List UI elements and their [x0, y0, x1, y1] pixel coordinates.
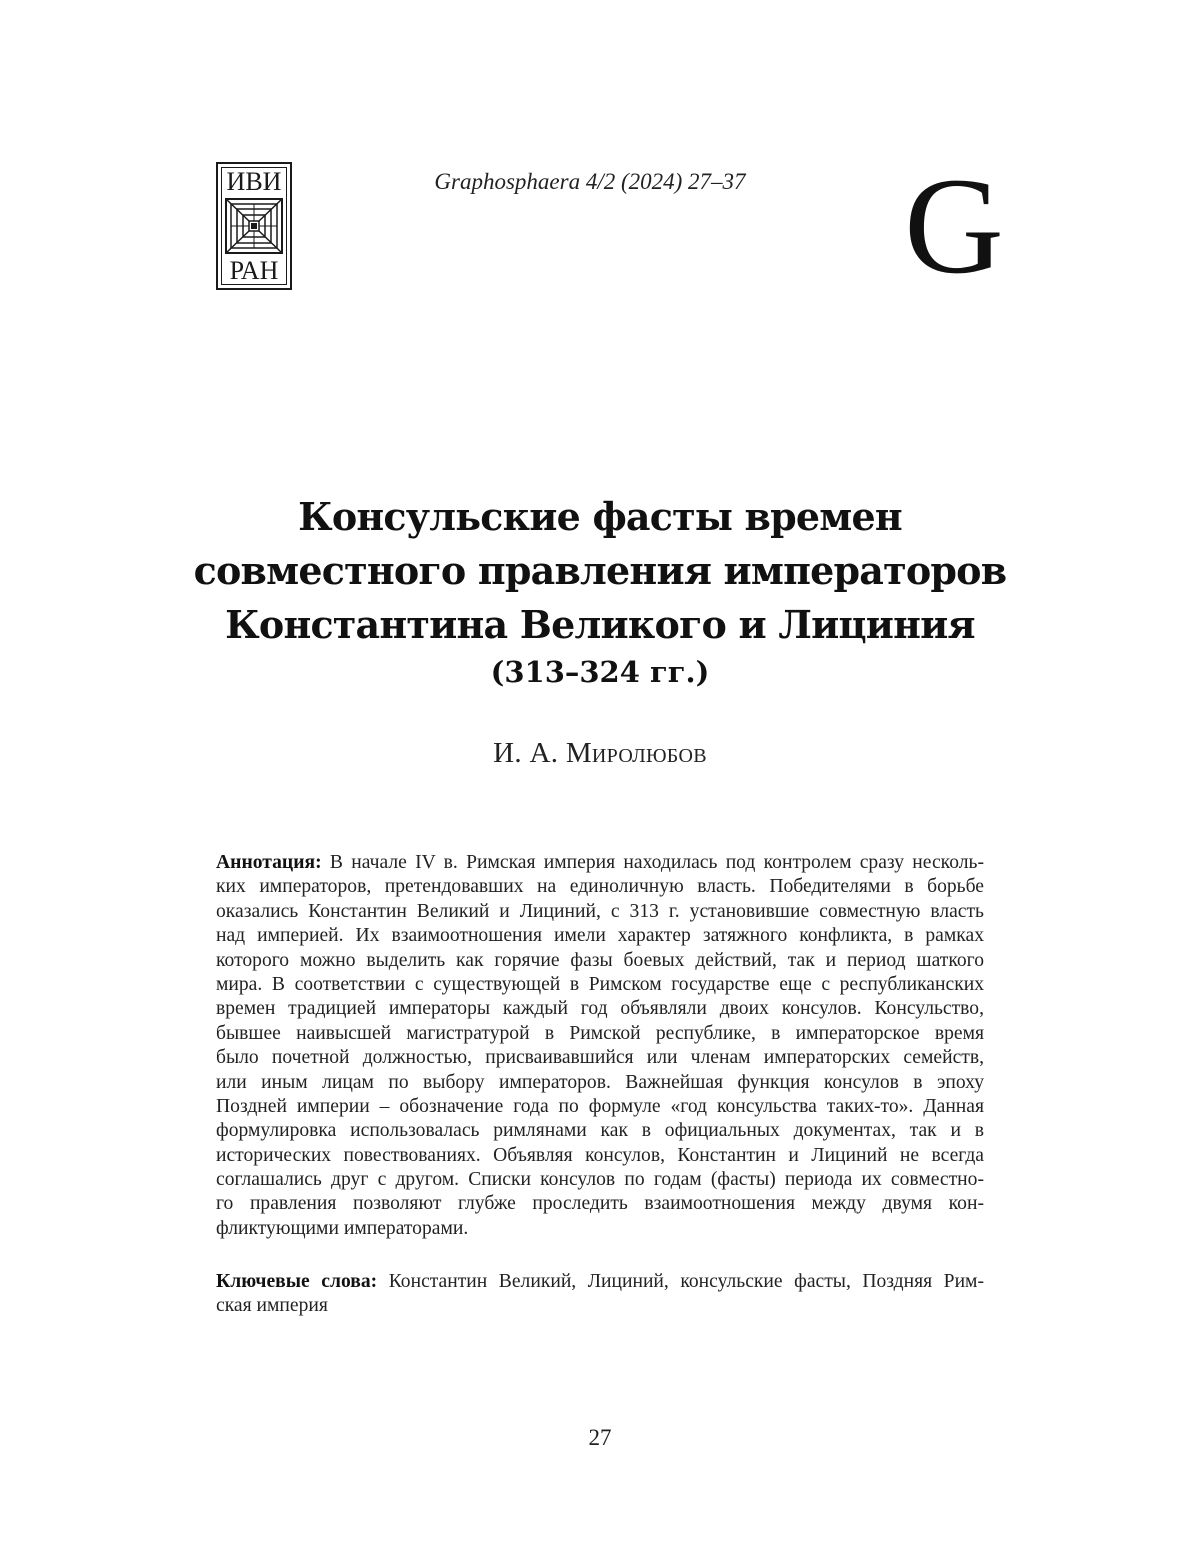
abstract-line: оказались Константин Великий и Лициний, с 313 г. установившие совместную власть — [216, 900, 984, 924]
journal-reference: Graphosphaera 4/2 (2024) 27–37 — [380, 168, 800, 196]
keywords-line: ская империя — [216, 1294, 984, 1318]
abstract-line: го правления позволяют глубже проследить взаимоотношения между двумя кон- — [216, 1192, 984, 1216]
keywords — [216, 1270, 984, 1319]
abstract-line: ких императоров, претендовавших на единоличную власть. Победителями в борьбе — [216, 875, 984, 899]
abstract-label: Аннотация: — [216, 852, 322, 873]
abstract-line: времен традицией императоры каждый год объявляли двоих консулов. Консульство, — [216, 997, 984, 1021]
article-author — [150, 735, 1050, 771]
article-subtitle: (313–324 гг.) — [150, 652, 1050, 692]
abstract-line: Поздней империи – обозначение года по формуле «год консульства таких-то». Данная — [216, 1095, 984, 1119]
abstract-line: мира. В соответствии с существующей в Римском государстве еще с республиканских — [216, 973, 984, 997]
abstract-line: было почетной должностью, присваивавшийся или членам императорских семейств, — [216, 1046, 984, 1070]
author-initials: И. А. — [493, 737, 558, 769]
abstract-line: или иным лицам по выбору императоров. Важнейшая функция консулов в эпоху — [216, 1071, 984, 1095]
abstract-line: формулировка использовалась римлянами как в официальных документах, так и в — [216, 1119, 984, 1143]
author-surname: Миролюбов — [566, 737, 707, 769]
title-line: совместного правления императоров — [150, 544, 1050, 598]
logo-top-text: ИВИ — [218, 168, 290, 196]
abstract-line: фликтующими императорами. — [216, 1217, 984, 1241]
graphosphaera-logo-icon — [904, 168, 1004, 280]
abstract — [216, 851, 984, 1241]
abstract-line: над империей. Их взаимоотношения имели характер затяжного конфликта, в рамках — [216, 924, 984, 948]
keywords-label: Ключевые слова: — [216, 1271, 377, 1292]
abstract-line: Аннотация: В начале IV в. Римская империя находилась под контролем сразу несколь- — [216, 851, 984, 875]
logo-bottom-text: РАН — [218, 257, 290, 285]
keywords-line: Ключевые слова: Константин Великий, Лициний, консульские фасты, Поздняя Рим- — [216, 1270, 984, 1294]
logo-emblem-icon — [225, 198, 283, 254]
title-line: Константина Великого и Лициния — [150, 598, 1050, 652]
page-number: 27 — [500, 1424, 700, 1452]
title-line: Консульские фасты времен — [150, 490, 1050, 544]
abstract-line: исторических повествованиях. Объявляя консулов, Константин и Лициний не всегда — [216, 1144, 984, 1168]
article-title — [150, 490, 1050, 652]
logo-letter: G — [904, 168, 1004, 280]
abstract-line: соглашались друг с другом. Списки консулов по годам (фасты) периода их совместно- — [216, 1168, 984, 1192]
abstract-line: которого можно выделить как горячие фазы боевых действий, так и период шаткого — [216, 949, 984, 973]
ivi-ran-logo — [216, 162, 292, 290]
abstract-line: бывшее наивысшей магистратурой в Римской республике, в императорское время — [216, 1022, 984, 1046]
